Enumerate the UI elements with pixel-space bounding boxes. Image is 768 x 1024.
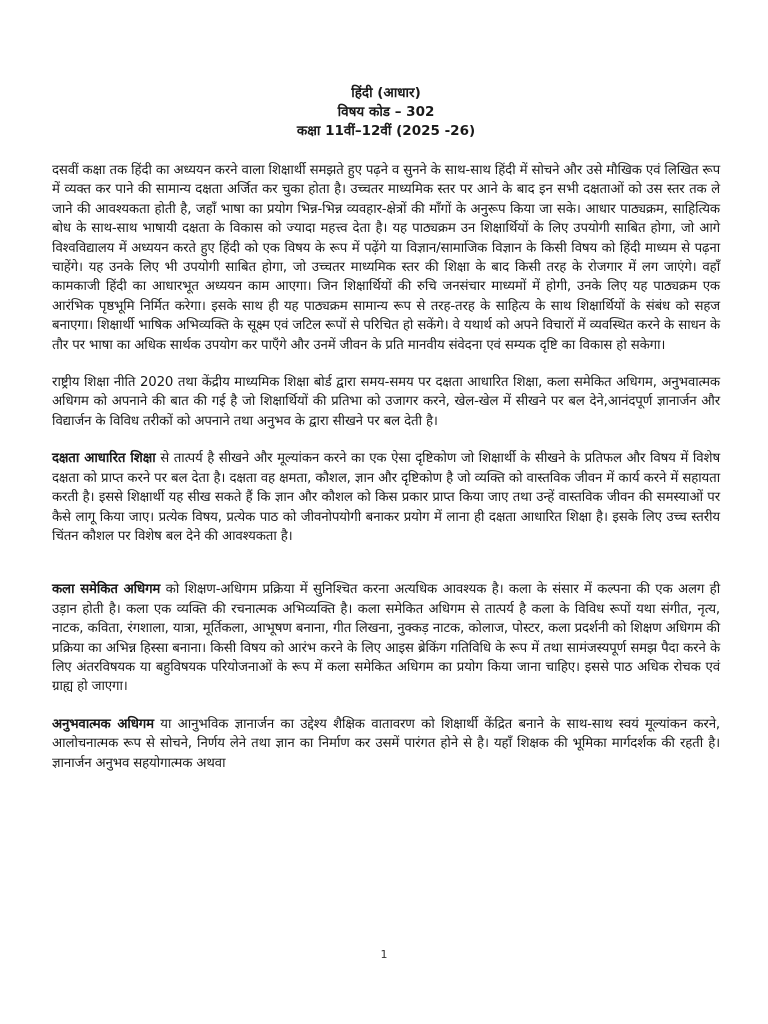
paragraph-lead: कला समेकित अधिगम [52,582,161,598]
intro-paragraph [52,161,720,355]
subject-code: विषय कोड – 302 [337,104,435,120]
paragraph-lead: अनुभवात्मक अधिगम [52,716,154,732]
paragraph-text: से तात्पर्य है सीखने और मूल्यांकन करने का एक ऐसा दृष्टिकोण जो शिक्षार्थी के सीखने के प्रतिफल और विषय में विशेष दक्षता को प्राप्त करने पर बल देता है। दक्षता वह क्षमता, कौशल, ज्ञान और दृष्टिकोण है जो व्यक्ति को वास्तविक जीवन में कार्य करने में सहायता करती है। इससे शिक्षार्थी यह सीख सकते हैं कि ज्ञान और कौशल को किस प्रकार प्राप्त किया जाए तथा उन्हें वास्तविक जीवन की समस्याओं पर कैसे लागू किया जाए। प्रत्येक विषय, प्रत्येक पाठ को जीवनोपयोगी बनाकर प्रयोग में लाना ही दक्षता आधारित शिक्षा है। इसके लिए उच्च स्तरीय चिंतन कौशल पर विशेष बल देने की आवश्यकता है। [52,451,720,544]
paragraph-text: राष्ट्रीय शिक्षा नीति 2020 तथा केंद्रीय माध्यमिक शिक्षा बोर्ड द्वारा समय-समय पर दक्षता आधारित शिक्षा, कला समेकित अधिगम, अनुभवात्मक अधिगम को अपनाने की बात की गई है जो शिक्षार्थियों की प्रतिभा को उजागर करने, खेल-खेल में सीखने पर बल देने,आनंदपूर्ण ज्ञानार्जन और विद्यार्जन के विविध तरीकों को अपनाने तथा अनुभव के द्वारा सीखने पर बल देती है। [52,375,720,429]
competency-paragraph [52,449,720,546]
paragraph-text: या आनुभविक ज्ञानार्जन का उद्देश्य शैक्षिक वातावरण को शिक्षार्थी केंद्रित बनाने के साथ-साथ स्वयं मूल्यांकन करने, आलोचनात्मक रूप से सोचने, निर्णय लेने तथा ज्ञान का निर्माण कर उसमें पारंगत होने से है। यहाँ शिक्षक की भूमिका मार्गदर्शक की रहती है। ज्ञानार्जन अनुभव सहयोगात्मक अथवा [52,716,721,771]
document-page [52,84,720,791]
experiential-paragraph [52,715,720,773]
subject-title: हिंदी (आधार) [351,85,421,101]
paragraph-text: को शिक्षण-अधिगम प्रक्रिया में सुनिश्चित करना अत्यधिक आवश्यक है। कला के संसार में कल्पना की एक अलग ही उड़ान होती है। कला एक व्यक्ति की रचनात्मक अभिव्यक्ति है। कला समेकित अधिगम से तात्पर्य है कला के विविध रूपों यथा संगीत, नृत्य, नाटक, कविता, रंगशाला, यात्रा, मूर्तिकला, आभूषण बनाना, गीत लिखना, नुक्कड़ नाटक, कोलाज, पोस्टर, कला प्रदर्शनी को शिक्षण अधिगम की प्रक्रिया का अभिन्न हिस्सा बनाना। किसी विषय को आरंभ करने के लिए आइस ब्रेकिंग गतिविधि के रूप में तथा सामंजस्यपूर्ण समझ पैदा करने के लिए अंतरविषयक या बहुविषयक परियोजनाओं के रूप में कला समेकित अधिगम का प्रयोग किया जाना चाहिए। इससे पाठ अधिक रोचक एवं ग्राह्य हो जाएगा। [52,582,720,695]
nep-paragraph [52,373,720,431]
document-header [52,84,720,141]
class-session: कक्षा 11वीं–12वीं (2025 -26) [296,123,476,139]
page-number: 1 [380,948,388,961]
art-integrated-paragraph [52,580,720,696]
paragraph-lead: दक्षता आधारित शिक्षा [52,451,156,467]
paragraph-text: दसवीं कक्षा तक हिंदी का अध्ययन करने वाला शिक्षार्थी समझते हुए पढ़ने व सुनने के साथ-साथ हिंदी में सोचने और उसे मौखिक एवं लिखित रूप में व्यक्त कर पाने की सामान्य दक्षता अर्जित कर चुका होता है। उच्चतर माध्यमिक स्तर पर आने के बाद इन सभी दक्षताओं को उस स्तर तक ले जाने की आवश्यकता होती है, जहाँ भाषा का प्रयोग भिन्न-भिन्न व्यवहार-क्षेत्रों की माँगों के अनुरूप किया जा सके। आधार पाठ्यक्रम, साहित्यिक बोध के साथ-साथ भाषायी दक्षता के विकास को ज्यादा महत्त्व देता है। यह पाठ्यक्रम उन शिक्षार्थियों के लिए उपयोगी साबित होगा, जो आगे विश्वविद्यालय में अध्ययन करते हुए हिंदी को एक विषय के रूप में पढ़ेंगे या विज्ञान/सामाजिक विज्ञान के किसी विषय को हिंदी माध्यम से पढ़ना चाहेंगे। यह उनके लिए भी उपयोगी साबित होगा, जो उच्चतर माध्यमिक स्तर की शिक्षा के बाद किसी तरह के रोजगार में लग जाएंगे। वहाँ कामकाजी हिंदी का आधारभूत अध्ययन काम आएगा। जिन शिक्षार्थियों की रुचि जनसंचार माध्यमों में होगी, उनके लिए यह पाठ्यक्रम एक आरंभिक पृष्ठभूमि निर्मित करेगा। इसके साथ ही यह पाठ्यक्रम सामान्य रूप से तरह-तरह के साहित्य के साथ शिक्षार्थियों के संबंध को सहज बनाएगा। शिक्षार्थी भाषिक अभिव्यक्ति के सूक्ष्म एवं जटिल रूपों से परिचित हो सकेंगे। वे यथार्थ को अपने विचारों में व्यवस्थित करने के साधन के तौर पर भाषा का अधिक सार्थक उपयोग कर पाएँगे और उनमें जीवन के प्रति मानवीय संवेदना एवं सम्यक दृष्टि का विकास हो सकेगा। [52,163,720,353]
